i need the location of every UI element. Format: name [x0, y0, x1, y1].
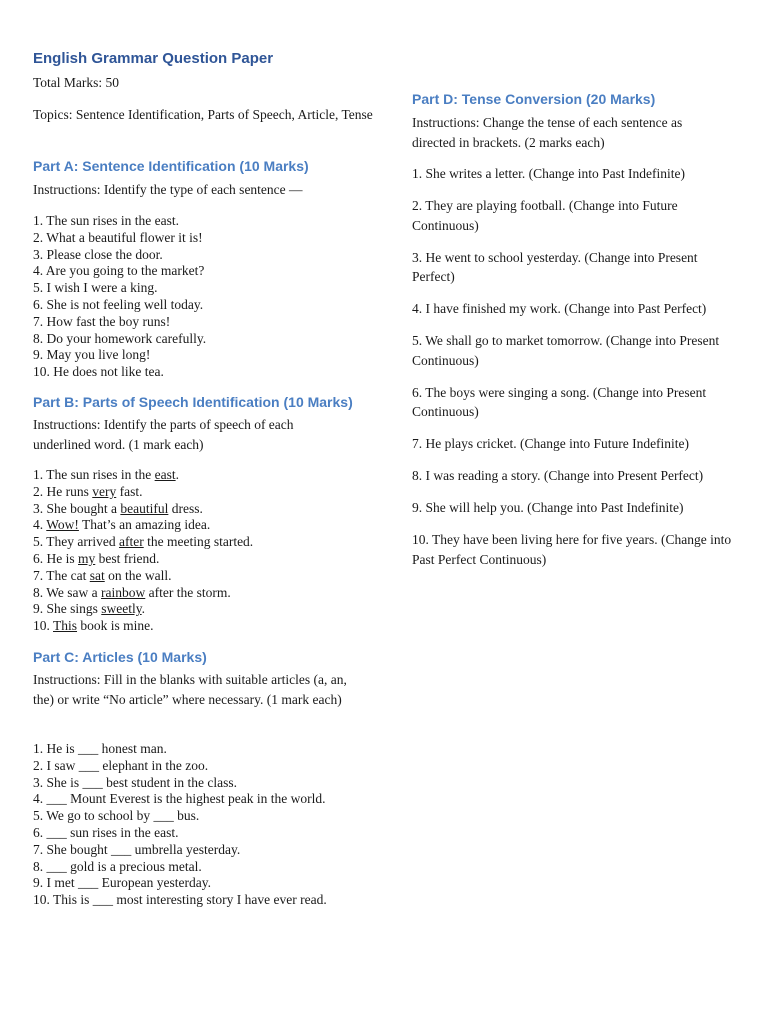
underlined-word: beautiful [120, 500, 169, 516]
part-c-question-list [33, 741, 327, 909]
part-b-heading: Part B: Parts of Speech Identification (10 Marks) [33, 394, 353, 410]
list-item: 8. ___ gold is a precious metal. [33, 858, 202, 874]
list-item: 1. The sun rises in the east. [33, 213, 179, 228]
list-item: 1. The sun rises in the east. [33, 467, 179, 482]
list-item: 9. She sings sweetly. [33, 601, 146, 617]
underlined-word: sat [89, 567, 105, 583]
list-item: 9. May you live long! [33, 347, 151, 363]
paper-title: English Grammar Question Paper [33, 50, 274, 67]
list-item: 9. I met ___ European yesterday. [33, 875, 211, 891]
list-item: 10. This is ___ most interesting story I have ever read. [33, 892, 327, 908]
list-item: 7. She bought ___ umbrella yesterday. [33, 841, 241, 857]
list-item: 4. I have finished my work. (Change into Past Perfect) [412, 301, 707, 316]
part-d-heading: Part D: Tense Conversion (20 Marks) [412, 91, 656, 107]
list-item: 7. The cat sat on the wall. [33, 567, 172, 583]
underlined-word: very [92, 483, 117, 499]
list-item: 2. He runs very fast. [33, 483, 143, 499]
list-item: 6. ___ sun rises in the east. [33, 824, 179, 840]
list-item: 5. We shall go to market tomorrow. (Change into Present Continuous) [412, 333, 720, 368]
list-item: 6. The boys were singing a song. (Change into Present Continuous) [412, 384, 707, 419]
list-item: 7. He plays cricket. (Change into Future Indefinite) [412, 436, 690, 451]
list-item: 4. ___ Mount Everest is the highest peak in the world. [33, 791, 326, 807]
list-item: 5. We go to school by ___ bus. [33, 808, 200, 824]
list-item: 4. Wow! That’s an amazing idea. [33, 517, 211, 533]
list-item: 1. She writes a letter. (Change into Past Indefinite) [412, 166, 685, 181]
list-item: 3. She is ___ best student in the class. [33, 774, 237, 790]
underlined-word: my [78, 550, 96, 566]
part-c-instructions: Instructions: Fill in the blanks with suitable articles (a, an, the) or write “No article” where necessary. (1 mark each) [33, 672, 347, 707]
part-a-question-list [33, 213, 206, 381]
list-item: 3. He went to school yesterday. (Change into Present Perfect) [412, 249, 698, 284]
part-d-instructions: Instructions: Change the tense of each sentence as directed in brackets. (2 marks each) [412, 115, 683, 150]
list-item: 3. Please close the door. [33, 246, 163, 262]
list-item: 7. How fast the boy runs! [33, 313, 171, 329]
list-item: 6. He is my best friend. [33, 550, 160, 566]
part-a-instructions: Instructions: Identify the type of each sentence — [33, 182, 303, 197]
list-item: 10. He does not like tea. [33, 364, 164, 380]
list-item: 10. They have been living here for five years. (Change into Past Perfect Continuous) [412, 532, 732, 567]
list-item: 10. This book is mine. [33, 618, 154, 634]
underlined-word: rainbow [101, 584, 146, 600]
part-b-instructions: Instructions: Identify the parts of speech of each underlined word. (1 mark each) [33, 417, 294, 452]
list-item: 5. They arrived after the meeting started. [33, 534, 254, 550]
list-item: 1. He is ___ honest man. [33, 741, 167, 756]
underlined-word: east [154, 467, 176, 482]
part-a-heading: Part A: Sentence Identification (10 Marks) [33, 158, 309, 174]
part-c-heading: Part C: Articles (10 Marks) [33, 649, 207, 665]
list-item: 5. I wish I were a king. [33, 280, 158, 296]
part-d-question-list [412, 164, 742, 582]
list-item: 8. I was reading a story. (Change into Present Perfect) [412, 468, 704, 483]
list-item: 6. She is not feeling well today. [33, 296, 204, 312]
list-item: 2. What a beautiful flower it is! [33, 229, 203, 245]
underlined-word: This [53, 618, 78, 634]
underlined-word: sweetly [101, 601, 142, 617]
part-b-question-list [33, 467, 253, 635]
list-item: 4. Are you going to the market? [33, 263, 205, 279]
list-item: 9. She will help you. (Change into Past Indefinite) [412, 500, 684, 515]
list-item: 2. I saw ___ elephant in the zoo. [33, 757, 209, 773]
list-item: 3. She bought a beautiful dress. [33, 500, 203, 516]
total-marks: Total Marks: 50 [33, 75, 120, 90]
underlined-word: Wow! [46, 517, 79, 533]
underlined-word: after [118, 534, 144, 550]
list-item: 8. Do your homework carefully. [33, 330, 207, 346]
list-item: 8. We saw a rainbow after the storm. [33, 584, 231, 600]
topics: Topics: Sentence Identification, Parts of Speech, Article, Tense [33, 107, 373, 122]
list-item: 2. They are playing football. (Change into Future Continuous) [412, 198, 678, 233]
